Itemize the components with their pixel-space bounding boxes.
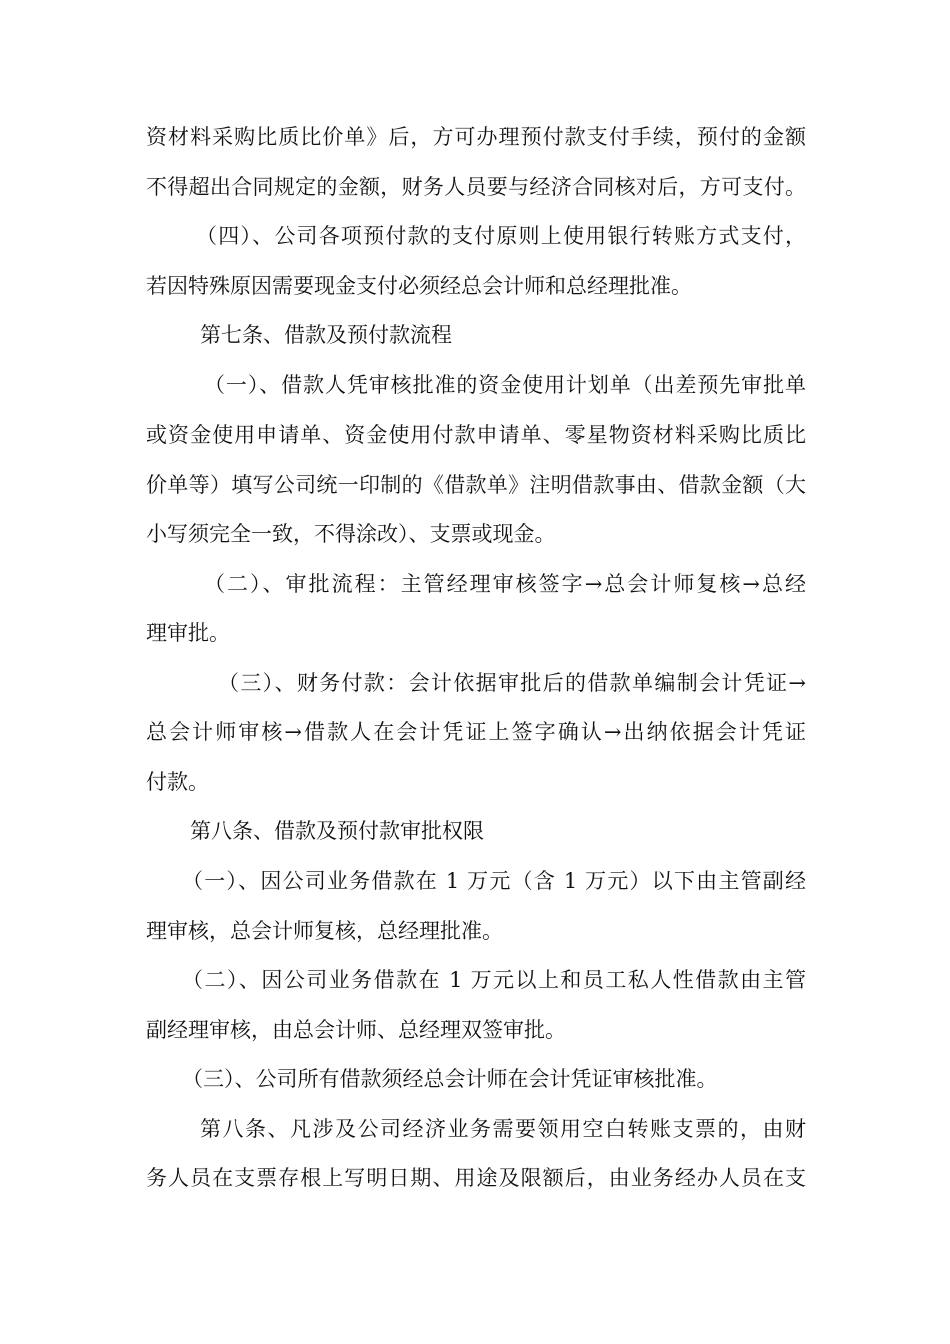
text-line: 或资金使用申请单、资金使用付款申请单、零星物资材料采购比质比 xyxy=(146,423,806,447)
text-line: 小写须完全一致，不得涂改）、支票或现金。 xyxy=(146,522,556,546)
section-heading: 第七条、借款及预付款流程 xyxy=(200,323,452,347)
text-line: 理审核，总会计师复核，总经理批准。 xyxy=(146,919,503,943)
section-heading: 第八条、借款及预付款审批权限 xyxy=(190,819,484,843)
text-line: （二）、审批流程：主管经理审核签字→总会计师复核→总经 xyxy=(204,572,806,596)
text-line: （一）、因公司业务借款在 1 万元（含 1 万元）以下由主管副经 xyxy=(182,869,806,893)
text-line: （二）、因公司业务借款在 1 万元以上和员工私人性借款由主管 xyxy=(182,968,806,992)
text-line: （四）、公司各项预付款的支付原则上使用银行转账方式支付， xyxy=(196,224,806,248)
text-line: 若因特殊原因需要现金支付必须经总会计师和总经理批准。 xyxy=(146,274,692,298)
text-line: 务人员在支票存根上写明日期、用途及限额后，由业务经办人员在支 xyxy=(146,1166,806,1190)
text-line: （三）、公司所有借款须经总会计师在会计凭证审核批准。 xyxy=(182,1067,718,1091)
text-line: 副经理审核，由总会计师、总经理双签审批。 xyxy=(146,1018,566,1042)
text-line: 不得超出合同规定的金额，财务人员要与经济合同核对后，方可支付。 xyxy=(146,175,806,199)
text-line: （三）、财务付款：会计依据审批后的借款单编制会计凭证→ xyxy=(218,671,806,695)
text-line: 价单等）填写公司统一印制的《借款单》注明借款事由、借款金额（大 xyxy=(146,473,806,497)
text-line: 付款。 xyxy=(146,770,209,794)
text-line: 资材料采购比质比价单》后，方可办理预付款支付手续，预付的金额 xyxy=(146,125,806,149)
section-heading: 第八条、凡涉及公司经济业务需要领用空白转账支票的，由财 xyxy=(200,1117,806,1141)
text-line: （一）、借款人凭审核批准的资金使用计划单（出差预先审批单 xyxy=(204,373,806,397)
text-line: 理审批。 xyxy=(146,621,230,645)
text-line: 总会计师审核→借款人在会计凭证上签字确认→出纳依据会计凭证 xyxy=(146,720,806,744)
